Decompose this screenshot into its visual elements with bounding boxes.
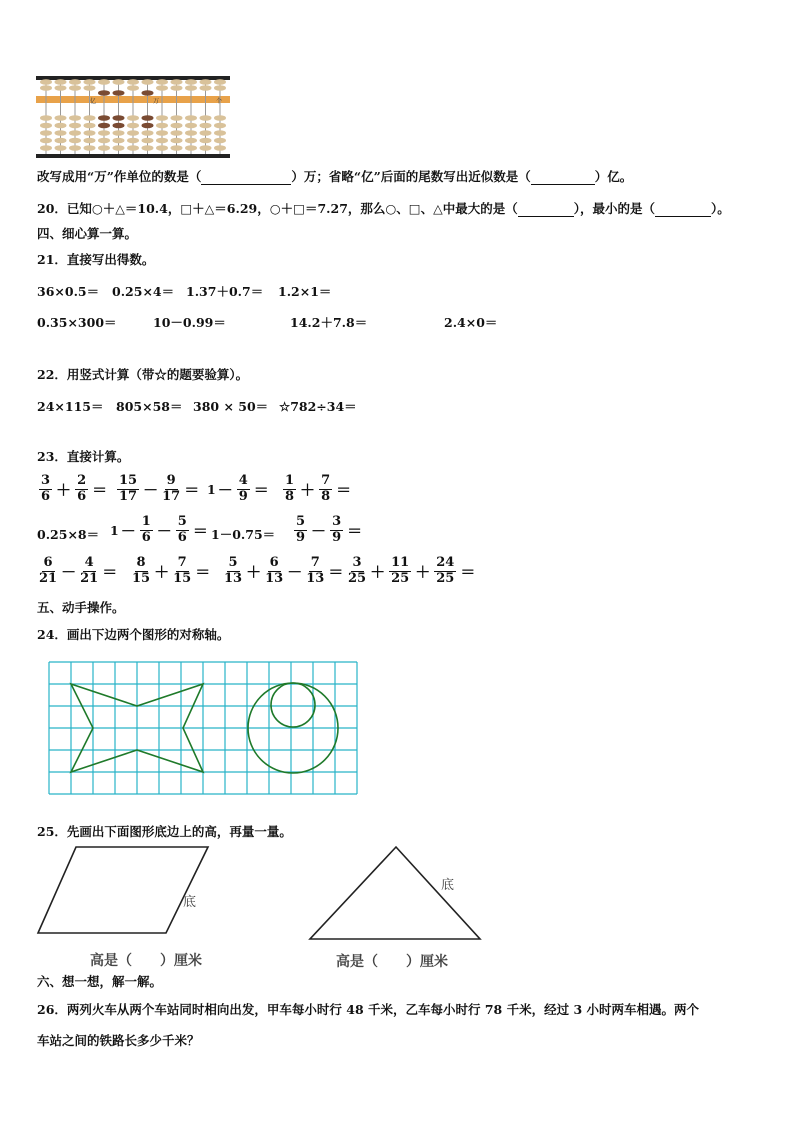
- abacus-bead: [69, 85, 81, 91]
- svg-text:高是（ ）厘米: 高是（ ）厘米: [90, 953, 202, 969]
- abacus-bead: [214, 130, 226, 136]
- abacus-bead: [113, 123, 125, 129]
- abacus-bead: [84, 145, 96, 151]
- abacus-bead: [84, 123, 96, 129]
- section-6-heading: 六、想一想，解一解。: [37, 974, 163, 989]
- q20-text: 20．已知○＋△＝10.4，□＋△＝6.29，○＋□＝7.27，那么○、□、△中最大的是（ ），最小的是（ ）。: [37, 201, 730, 216]
- section-5-heading: 五、动手操作。: [37, 600, 125, 615]
- q22-title: 22．用竖式计算（带☆的题要验算）。: [37, 367, 249, 382]
- abacus-bead: [156, 123, 168, 129]
- abacus-bead: [55, 138, 67, 144]
- abacus-bead: [127, 138, 139, 144]
- abacus-bead: [69, 115, 81, 121]
- q21-r1-1: 36×0.5＝: [37, 284, 100, 299]
- abacus-bead: [142, 115, 154, 121]
- q23-expr-h: $\frac{5}{9}$ － $\frac{3}{9}$ ＝: [296, 514, 363, 545]
- abacus-bead: [185, 145, 197, 151]
- abacus-bead: [40, 145, 52, 151]
- abacus-bead: [55, 79, 67, 85]
- svg-text:底: 底: [441, 878, 455, 893]
- abacus-bead: [40, 130, 52, 136]
- abacus-bead: [69, 138, 81, 144]
- q22-item-1: 24×115＝: [37, 399, 104, 414]
- abacus-bead: [200, 138, 212, 144]
- abacus-bead: [185, 79, 197, 85]
- q21-r1-3: 1.37＋0.7＝: [186, 284, 264, 299]
- abacus-bead: [98, 79, 110, 85]
- abacus-bead: [84, 115, 96, 121]
- abacus-bead: [127, 123, 139, 129]
- q25-title: 25．先画出下面图形底边上的高，再量一量。: [37, 824, 292, 839]
- abacus-bead: [98, 90, 110, 96]
- abacus-bead: [40, 123, 52, 129]
- abacus-bead: [185, 123, 197, 129]
- abacus-bead: [69, 130, 81, 136]
- abacus-bead: [98, 123, 110, 129]
- abacus-bead: [185, 115, 197, 121]
- abacus-bead: [200, 85, 212, 91]
- small-circle: [271, 683, 315, 727]
- q26-line-1: 26．两列火车从两个车站同时相向出发，甲车每小时行 48 千米，乙车每小时行 78 千米，经过 3 小时两车相遇。两个: [37, 1002, 699, 1017]
- abacus-bead: [171, 138, 183, 144]
- abacus-bead: [214, 123, 226, 129]
- q23-expr-c: 1 － $\frac{4}{9}$ ＝: [207, 473, 269, 504]
- abacus-bead: [113, 115, 125, 121]
- q23-expr-d: $\frac{1}{8}$ ＋ $\frac{7}{8}$ ＝: [285, 473, 352, 504]
- abacus-bead: [142, 90, 154, 96]
- abacus-bead: [55, 85, 67, 91]
- abacus-bead: [98, 145, 110, 151]
- svg-text:高是（ ）厘米: 高是（ ）厘米: [336, 954, 448, 970]
- abacus-bead: [142, 145, 154, 151]
- symmetry-grid-figure: [47, 660, 361, 798]
- q21-title: 21．直接写出得数。: [37, 252, 155, 267]
- abacus-bead: [40, 85, 52, 91]
- svg-text:亿: 亿: [90, 98, 97, 105]
- abacus-bead: [200, 145, 212, 151]
- section-4-heading: 四、细心算一算。: [37, 226, 138, 241]
- q21-r2-3: 14.2＋7.8＝: [290, 315, 368, 330]
- q21-r2-1: 0.35×300＝: [37, 315, 117, 330]
- q22-item-4: ☆782÷34＝: [279, 399, 357, 414]
- abacus-bead: [142, 130, 154, 136]
- abacus-bead: [142, 138, 154, 144]
- q23-expr-i: $\frac{6}{21}$ － $\frac{4}{21}$ ＝: [39, 555, 118, 586]
- abacus-bead: [127, 145, 139, 151]
- abacus-bead: [69, 79, 81, 85]
- abacus-bead: [171, 115, 183, 121]
- q26-line-2: 车站之间的铁路长多少千米？: [37, 1033, 200, 1048]
- abacus-bead: [98, 130, 110, 136]
- abacus-bead: [142, 123, 154, 129]
- abacus-bead: [69, 123, 81, 129]
- q23-expr-f: 1 － $\frac{1}{6}$ － $\frac{5}{6}$ ＝: [110, 514, 208, 545]
- abacus-bead: [156, 130, 168, 136]
- q23-expr-k: $\frac{5}{13}$ ＋ $\frac{6}{13}$ － $\frac{7}{13}$ ＝: [224, 555, 344, 586]
- abacus-bead: [171, 145, 183, 151]
- svg-text:个: 个: [216, 98, 223, 105]
- abacus-bead: [156, 79, 168, 85]
- abacus-bead: [40, 138, 52, 144]
- parallelogram-figure: [36, 844, 236, 972]
- q23-expr-a: $\frac{3}{6}$ ＋ $\frac{2}{6}$ ＝: [41, 473, 108, 504]
- abacus-bead: [127, 115, 139, 121]
- abacus-bead: [113, 145, 125, 151]
- abacus-bead: [156, 115, 168, 121]
- q21-r1-4: 1.2×1＝: [278, 284, 332, 299]
- abacus-bead: [113, 79, 125, 85]
- q24-title: 24．画出下边两个图形的对称轴。: [37, 627, 230, 642]
- q23-title: 23．直接计算。: [37, 449, 130, 464]
- q23-expr-e: 0.25×8＝: [37, 527, 100, 542]
- abacus-bead: [98, 138, 110, 144]
- abacus-bead: [84, 130, 96, 136]
- abacus-bead: [84, 85, 96, 91]
- triangle-figure: [306, 844, 486, 972]
- svg-text:底: 底: [183, 895, 197, 910]
- abacus-bead: [127, 130, 139, 136]
- abacus-bead: [200, 130, 212, 136]
- q21-r1-2: 0.25×4＝: [112, 284, 175, 299]
- abacus-bead: [40, 115, 52, 121]
- abacus-bead: [84, 79, 96, 85]
- svg-text:万: 万: [153, 98, 160, 105]
- q23-expr-j: $\frac{8}{15}$ ＋ $\frac{7}{15}$ ＝: [132, 555, 211, 586]
- q22-item-3: 380 × 50＝: [193, 399, 269, 414]
- abacus-bead: [185, 138, 197, 144]
- abacus-bead: [55, 115, 67, 121]
- abacus-bead: [55, 123, 67, 129]
- abacus-figure: [36, 74, 232, 160]
- abacus-bead: [171, 79, 183, 85]
- abacus-bead: [69, 145, 81, 151]
- abacus-bead: [127, 79, 139, 85]
- abacus-bead: [98, 115, 110, 121]
- abacus-bead: [214, 138, 226, 144]
- q21-r2-4: 2.4×0＝: [444, 315, 498, 330]
- abacus-bead: [127, 85, 139, 91]
- abacus-bead: [113, 90, 125, 96]
- abacus-bead: [156, 138, 168, 144]
- q23-expr-l: $\frac{3}{25}$ ＋ $\frac{11}{25}$ ＋ $\frac{24}{25}$ ＝: [348, 555, 476, 586]
- abacus-bead: [156, 145, 168, 151]
- abacus-bead: [214, 79, 226, 85]
- abacus-bead: [200, 79, 212, 85]
- abacus-bead: [214, 145, 226, 151]
- abacus-bead: [171, 85, 183, 91]
- abacus-bead: [156, 85, 168, 91]
- q23-expr-g: 1－0.75＝: [211, 527, 276, 542]
- abacus-bead: [55, 145, 67, 151]
- q19-text: 改写成用“万”作单位的数是（ ）万；省略“亿”后面的尾数写出近似数是（ ）亿。: [37, 169, 633, 184]
- abacus-bead: [55, 130, 67, 136]
- abacus-bead: [214, 85, 226, 91]
- abacus-bead: [214, 115, 226, 121]
- abacus-bead: [113, 130, 125, 136]
- q23-expr-b: $\frac{15}{17}$ － $\frac{9}{17}$ ＝: [119, 473, 200, 504]
- abacus-bead: [84, 138, 96, 144]
- q22-item-2: 805×58＝: [116, 399, 183, 414]
- abacus-bead: [185, 130, 197, 136]
- abacus-bead: [171, 130, 183, 136]
- abacus-bead: [200, 115, 212, 121]
- abacus-bead: [200, 123, 212, 129]
- abacus-bead: [185, 85, 197, 91]
- abacus-bead: [171, 123, 183, 129]
- abacus-bead: [40, 79, 52, 85]
- q21-r2-2: 10－0.99＝: [153, 315, 226, 330]
- abacus-bead: [113, 138, 125, 144]
- abacus-bead: [142, 79, 154, 85]
